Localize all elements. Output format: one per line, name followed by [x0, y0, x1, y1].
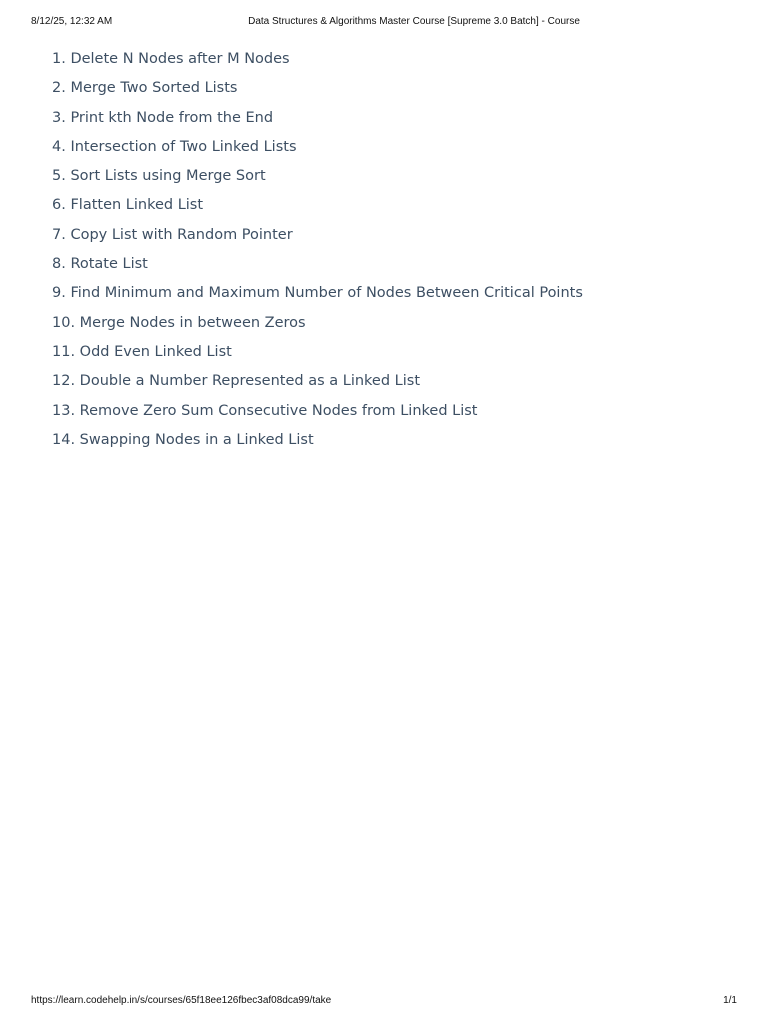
problem-link[interactable]: 7. Copy List with Random Pointer: [52, 226, 293, 243]
problem-link[interactable]: 14. Swapping Nodes in a Linked List: [52, 431, 314, 448]
list-item: [52, 48, 583, 77]
list-item: [52, 429, 583, 458]
problem-link[interactable]: 6. Flatten Linked List: [52, 197, 204, 214]
list-item: [52, 370, 583, 399]
list-item: [52, 312, 583, 341]
list-item: [52, 77, 583, 106]
problem-link[interactable]: 9. Find Minimum and Maximum Number of Nodes Between Critical Points: [52, 285, 583, 302]
problem-link[interactable]: 5. Sort Lists using Merge Sort: [52, 168, 266, 185]
print-footer: [31, 995, 737, 1009]
list-item: [52, 224, 583, 253]
problem-link[interactable]: 2. Merge Two Sorted Lists: [52, 80, 238, 97]
list-item: [52, 282, 583, 311]
page-number: 1/1: [723, 995, 737, 1006]
problem-link[interactable]: 12. Double a Number Represented as a Linked List: [52, 373, 421, 390]
problem-list: [52, 48, 583, 458]
problem-link[interactable]: 13. Remove Zero Sum Consecutive Nodes from Linked List: [52, 402, 478, 419]
print-url: https://learn.codehelp.in/s/courses/65f18ee126fbec3af08dca99/take: [31, 995, 332, 1006]
list-item: [52, 341, 583, 370]
problem-link[interactable]: 1. Delete N Nodes after M Nodes: [52, 51, 290, 67]
list-item: [52, 194, 583, 223]
list-item: [52, 253, 583, 282]
print-header: [31, 16, 737, 30]
print-date: 8/12/25, 12:32 AM: [31, 16, 113, 27]
list-item: [52, 400, 583, 429]
list-item: [52, 165, 583, 194]
page-title: Data Structures & Algorithms Master Course [Supreme 3.0 Batch] - Course: [248, 16, 580, 27]
problem-link[interactable]: 4. Intersection of Two Linked Lists: [52, 138, 297, 155]
problem-link[interactable]: 11. Odd Even Linked List: [52, 343, 232, 360]
problem-link[interactable]: 3. Print kth Node from the End: [52, 109, 274, 126]
list-item: [52, 107, 583, 136]
list-item: [52, 136, 583, 165]
problem-link[interactable]: 8. Rotate List: [52, 256, 148, 273]
problem-link[interactable]: 10. Merge Nodes in between Zeros: [52, 314, 306, 331]
